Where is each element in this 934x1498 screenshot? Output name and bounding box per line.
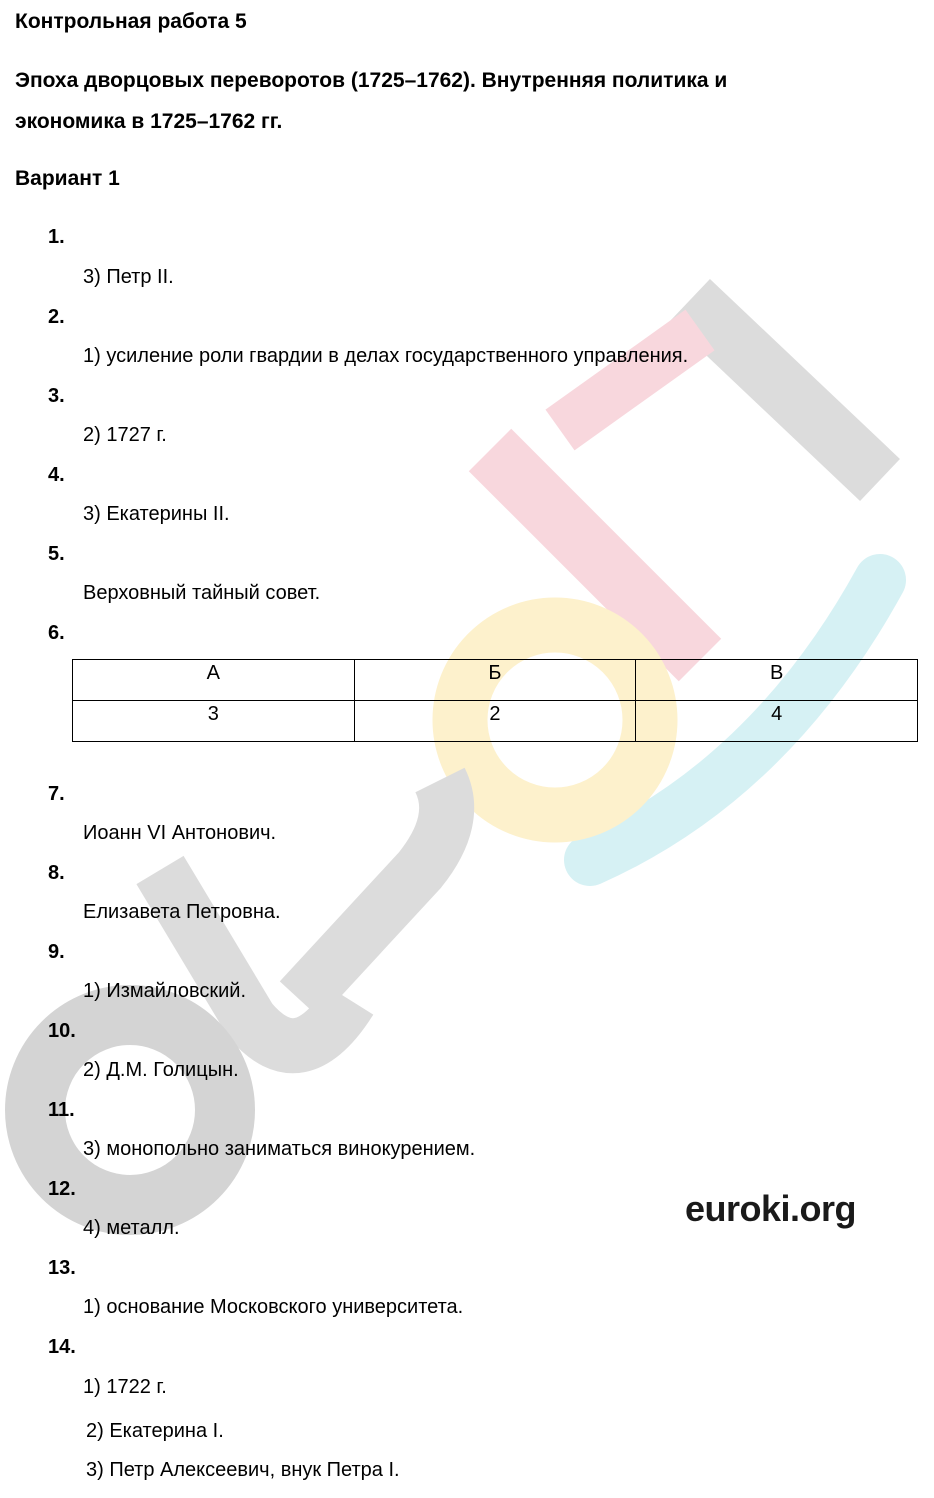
question-number: 3. <box>48 385 65 407</box>
table-value-cell: 3 <box>73 701 355 742</box>
answer-text: 1) 1722 г. <box>83 1376 167 1398</box>
answer-text: 4) металл. <box>83 1217 180 1239</box>
answer-text: 2) Екатерина I. <box>86 1420 224 1442</box>
table-value-cell: 4 <box>636 701 918 742</box>
question-number: 12. <box>48 1178 76 1200</box>
question-number: 10. <box>48 1020 76 1042</box>
answer-text: 3) монопольно заниматься винокурением. <box>83 1138 476 1160</box>
euroki-logo: euroki.org <box>685 1188 857 1229</box>
question-number: 8. <box>48 862 65 884</box>
answer-text: 3) Екатерины II. <box>83 503 230 525</box>
table-value-row <box>73 701 918 742</box>
question-number: 6. <box>48 622 65 644</box>
question-number: 14. <box>48 1336 76 1358</box>
matching-answer-table <box>72 659 918 742</box>
answer-text: 2) Д.М. Голицын. <box>83 1059 239 1081</box>
work-title: Контрольная работа 5 <box>15 10 247 33</box>
variant-label: Вариант 1 <box>15 167 120 190</box>
table-header-cell: Б <box>354 660 636 701</box>
question-number: 5. <box>48 543 65 565</box>
answer-text: Верховный тайный совет. <box>83 582 321 604</box>
answer-text: 3) Петр II. <box>83 266 174 288</box>
answer-text: 1) основание Московского университета. <box>83 1296 464 1318</box>
table-value-cell: 2 <box>354 701 636 742</box>
answer-text: 2) 1727 г. <box>83 424 167 446</box>
question-number: 7. <box>48 783 65 805</box>
table-header-cell: В <box>636 660 918 701</box>
question-number: 13. <box>48 1257 76 1279</box>
table-header-row <box>73 660 918 701</box>
answer-text: 1) усиление роли гвардии в делах государственного управления. <box>83 345 689 367</box>
question-number: 1. <box>48 226 65 248</box>
answer-text: 1) Измайловский. <box>83 980 246 1002</box>
question-number: 9. <box>48 941 65 963</box>
answer-text: 3) Петр Алексеевич, внук Петра I. <box>86 1459 400 1481</box>
topic-title-line-2: экономика в 1725–1762 гг. <box>15 110 283 133</box>
answer-text: Елизавета Петровна. <box>83 901 281 923</box>
table-header-cell: А <box>73 660 355 701</box>
question-number: 2. <box>48 306 65 328</box>
topic-title-line-1: Эпоха дворцовых переворотов (1725–1762). Внутренняя политика и <box>15 69 728 92</box>
question-number: 11. <box>48 1099 75 1121</box>
question-number: 4. <box>48 464 65 486</box>
answer-text: Иоанн VI Антонович. <box>83 822 277 844</box>
